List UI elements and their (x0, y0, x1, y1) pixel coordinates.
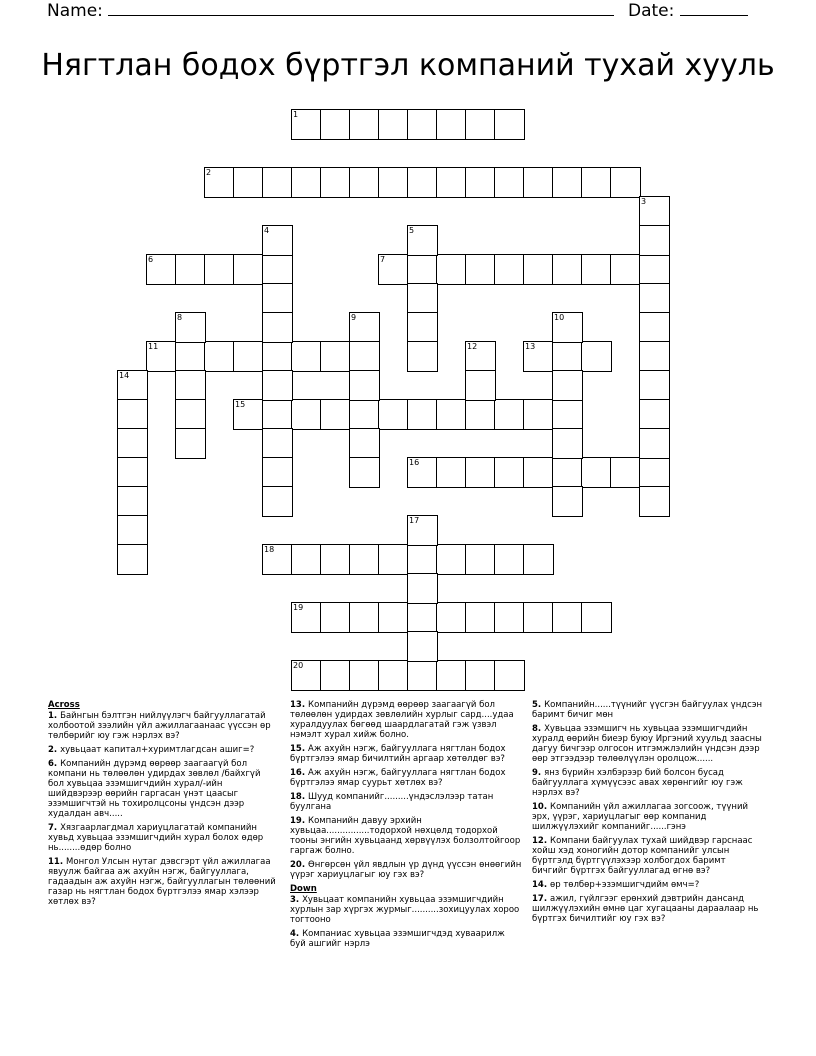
grid-cell[interactable] (494, 660, 525, 691)
clue-number: 11 (148, 342, 159, 351)
grid-cell[interactable] (552, 428, 583, 459)
grid-cell[interactable] (465, 370, 496, 401)
grid-cell[interactable] (407, 399, 438, 430)
clue-number: 13 (525, 342, 536, 351)
grid-cell[interactable] (378, 254, 409, 285)
clue-item-number: 2. (48, 745, 61, 755)
grid-cell[interactable] (407, 225, 438, 256)
clue-item (290, 929, 522, 949)
grid-cell[interactable] (349, 167, 380, 198)
grid-cell[interactable] (407, 312, 438, 343)
grid-cell[interactable] (581, 602, 612, 633)
grid-cell[interactable] (291, 544, 322, 575)
clue-item-number: 14. (532, 880, 551, 890)
grid-cell[interactable] (291, 109, 322, 140)
grid-cell[interactable] (349, 602, 380, 633)
grid-cell[interactable] (291, 399, 322, 430)
clue-number: 19 (293, 603, 304, 612)
grid-cell[interactable] (523, 341, 554, 372)
grid-cell[interactable] (639, 457, 670, 488)
grid-cell[interactable] (639, 196, 670, 227)
grid-cell[interactable] (349, 660, 380, 691)
grid-cell[interactable] (407, 544, 438, 575)
grid-cell[interactable] (262, 312, 293, 343)
grid-cell[interactable] (494, 544, 525, 575)
clue-item (532, 768, 764, 798)
grid-cell[interactable] (407, 660, 438, 691)
clue-number: 6 (148, 255, 154, 264)
clues-column-1 (48, 700, 276, 911)
grid-cell[interactable] (262, 486, 293, 517)
clue-item-text: Монгол Улсын нутаг дэвсгэрт үйл ажиллагаа явуулж байгаа аж ахуйн нэгж, байгууллага, гадаадын аж ахуйн нэгж, байгууллагын төлөөний газар нь нягтлан бодох бүртгэлээ ямар хэлээр хөтлөх вэ? (48, 857, 276, 907)
grid-cell[interactable] (552, 457, 583, 488)
grid-cell[interactable] (639, 283, 670, 314)
grid-cell[interactable] (378, 399, 409, 430)
grid-cell[interactable] (436, 254, 467, 285)
grid-cell[interactable] (146, 254, 177, 285)
grid-cell[interactable] (117, 544, 148, 575)
clue-item (532, 880, 764, 890)
grid-cell[interactable] (378, 602, 409, 633)
grid-cell[interactable] (175, 428, 206, 459)
clue-item (48, 823, 276, 853)
grid-cell[interactable] (262, 167, 293, 198)
grid-cell[interactable] (581, 254, 612, 285)
grid-cell[interactable] (378, 544, 409, 575)
clue-number: 5 (409, 226, 415, 235)
grid-cell[interactable] (407, 254, 438, 285)
grid-cell[interactable] (349, 312, 380, 343)
grid-cell[interactable] (436, 602, 467, 633)
clue-item (290, 768, 522, 788)
grid-cell[interactable] (494, 399, 525, 430)
clues-column-2 (290, 700, 522, 953)
clue-item-number: 1. (48, 711, 61, 721)
clue-number: 14 (119, 371, 130, 380)
grid-cell[interactable] (320, 399, 351, 430)
grid-cell[interactable] (291, 660, 322, 691)
grid-cell[interactable] (523, 602, 554, 633)
clue-item (290, 860, 522, 880)
grid-cell[interactable] (117, 399, 148, 430)
clue-item-text: Аж ахуйн нэгж, байгууллага нягтлан бодох бүртгэлээ ямар суурьт хөтлөх вэ? (290, 768, 506, 788)
grid-cell[interactable] (465, 109, 496, 140)
clue-item (48, 745, 276, 755)
name-label: Name: (47, 1, 103, 21)
clue-number: 2 (206, 168, 212, 177)
grid-cell[interactable] (639, 254, 670, 285)
clue-item-number: 4. (290, 929, 303, 939)
grid-cell[interactable] (639, 225, 670, 256)
clue-item-number: 10. (532, 802, 551, 812)
clue-number: 4 (264, 226, 270, 235)
clue-item-number: 20. (290, 860, 309, 870)
grid-cell[interactable] (262, 428, 293, 459)
grid-cell[interactable] (204, 254, 235, 285)
grid-cell[interactable] (581, 167, 612, 198)
clue-number: 7 (380, 255, 386, 264)
clue-item-number: 12. (532, 836, 551, 846)
grid-cell[interactable] (349, 341, 380, 372)
clue-item-text: Компанийн үйл ажиллагаа зогсоож, түүний эрх, үүрэг, хариуцлагыг өөр компанид шилжүүлэхийг компанийг......гэнэ (532, 802, 748, 832)
clue-item-number: 13. (290, 700, 309, 710)
clue-number: 1 (293, 110, 299, 119)
grid-cell[interactable] (465, 602, 496, 633)
grid-cell[interactable] (639, 370, 670, 401)
clue-item (532, 724, 764, 764)
clue-item-text: Компанийн давуу эрхийн хувьцаа................тодорхой нөхцөлд тодорхой тооны энгийн хувьцаанд хөрвүүлэх болзолтойгоор гаргаж болно. (290, 816, 521, 856)
clue-item-text: өр төлбөр+эзэмшигчдийм өмч=? (550, 880, 700, 890)
grid-cell[interactable] (465, 167, 496, 198)
grid-cell[interactable] (175, 341, 206, 372)
clue-item-number: 5. (532, 700, 545, 710)
grid-cell[interactable] (523, 457, 554, 488)
grid-cell[interactable] (552, 312, 583, 343)
grid-cell[interactable] (552, 254, 583, 285)
grid-cell[interactable] (523, 254, 554, 285)
grid-cell[interactable] (436, 167, 467, 198)
grid-cell[interactable] (175, 399, 206, 430)
grid-cell[interactable] (117, 515, 148, 546)
clue-number: 16 (409, 458, 420, 467)
grid-cell[interactable] (523, 544, 554, 575)
grid-cell[interactable] (262, 457, 293, 488)
grid-cell[interactable] (436, 109, 467, 140)
grid-cell[interactable] (262, 283, 293, 314)
grid-cell[interactable] (320, 602, 351, 633)
grid-cell[interactable] (610, 457, 641, 488)
grid-cell[interactable] (233, 167, 264, 198)
grid-cell[interactable] (117, 486, 148, 517)
grid-cell[interactable] (436, 399, 467, 430)
clue-item (290, 792, 522, 812)
clue-item-text: Компаниас хувьцаа эзэмшигчдэд хуваарилж буй ашгийг нэрлэ (290, 929, 505, 949)
grid-cell[interactable] (262, 254, 293, 285)
grid-cell[interactable] (378, 109, 409, 140)
grid-cell[interactable] (465, 544, 496, 575)
clue-item (532, 700, 764, 720)
clue-item (48, 759, 276, 819)
clue-item-text: Өнгөрсөн үйл явдлын үр дүнд үүссэн өнөөгийн үүрэг хариуцлагыг юу гэх вэ? (290, 860, 522, 880)
grid-cell[interactable] (610, 167, 641, 198)
grid-cell[interactable] (378, 167, 409, 198)
grid-cell[interactable] (407, 602, 438, 633)
across-heading: Across (48, 700, 80, 710)
grid-cell[interactable] (407, 341, 438, 372)
grid-cell[interactable] (494, 457, 525, 488)
grid-cell[interactable] (639, 341, 670, 372)
grid-cell[interactable] (436, 544, 467, 575)
grid-cell[interactable] (175, 370, 206, 401)
clue-item (48, 857, 276, 907)
grid-cell[interactable] (465, 660, 496, 691)
grid-cell[interactable] (204, 167, 235, 198)
clue-number: 10 (554, 313, 565, 322)
grid-cell[interactable] (639, 428, 670, 459)
grid-cell[interactable] (291, 167, 322, 198)
grid-cell[interactable] (407, 457, 438, 488)
grid-cell[interactable] (349, 457, 380, 488)
grid-cell[interactable] (146, 341, 177, 372)
grid-cell[interactable] (349, 544, 380, 575)
grid-cell[interactable] (465, 341, 496, 372)
clue-number: 15 (235, 400, 246, 409)
grid-cell[interactable] (233, 399, 264, 430)
grid-cell[interactable] (291, 341, 322, 372)
clue-number: 3 (641, 197, 647, 206)
clue-item-number: 17. (532, 894, 551, 904)
clue-item-number: 19. (290, 816, 309, 826)
clue-item-text: Хязгаарлагдмал хариуцлагатай компанийн хувьд хувьцаа эзэмшигчдийн хурал болох өдөр нь........өдөр болно (48, 823, 264, 853)
clue-number: 12 (467, 342, 478, 351)
grid-cell[interactable] (262, 370, 293, 401)
grid-cell[interactable] (262, 399, 293, 430)
grid-cell[interactable] (610, 254, 641, 285)
grid-cell[interactable] (262, 544, 293, 575)
grid-cell[interactable] (320, 341, 351, 372)
clue-item-text: Компанийн дүрэмд өөрөөр заагаагүй бол компани нь төлөөлөн удирдах зөвлөл /байхгүй бол хувьцаа эзэмшигчдийн хурал/-ийн шийдвэрээр өөрийн гаргасан үнэт цаасыг эзэмшигчтэй нь тохиролцсоны үндсэн дээр худалдан авч..... (48, 759, 261, 819)
grid-cell[interactable] (639, 486, 670, 517)
clue-item (532, 894, 764, 924)
grid-cell[interactable] (320, 544, 351, 575)
clue-item-text: Шууд компанийг.........үндэслэлээр татан буулгана (290, 792, 494, 812)
grid-cell[interactable] (407, 573, 438, 604)
clue-item-text: Компанийн дүрэмд өөрөөр заагаагүй бол төлөөлөн удирдах зөвлөлийн хурлыг сард....удаа хуралдуулах бөгөөд шаардлагатай гэж үзвэл нэмэлт хурал хийж болно. (290, 700, 514, 740)
clue-item-text: ажил, гүйлгээг ерөнхий дэвтрийн дансанд шилжүүлэхийн өмнө цаг хугацааны дараалаар нь бүртгэх бичилтийг юу гэх вэ? (532, 894, 759, 924)
grid-cell[interactable] (349, 109, 380, 140)
clue-item-text: хувьцаат капитал+хуримтлагдсан ашиг=? (60, 745, 255, 755)
grid-cell[interactable] (494, 602, 525, 633)
clue-item (290, 744, 522, 764)
clue-number: 20 (293, 661, 304, 670)
grid-cell[interactable] (320, 167, 351, 198)
clue-item-number: 16. (290, 768, 309, 778)
clue-item (532, 802, 764, 832)
date-label: Date: (628, 1, 675, 21)
grid-cell[interactable] (349, 399, 380, 430)
grid-cell[interactable] (320, 109, 351, 140)
clue-number: 9 (351, 313, 357, 322)
grid-cell[interactable] (175, 254, 206, 285)
grid-cell[interactable] (523, 399, 554, 430)
clue-item-number: 11. (48, 857, 67, 867)
clue-item (290, 816, 522, 856)
grid-cell[interactable] (639, 312, 670, 343)
grid-cell[interactable] (552, 341, 583, 372)
page-title: Нягтлан бодох бүртгэл компаний тухай хууль (41, 48, 775, 83)
clue-number: 17 (409, 516, 420, 525)
grid-cell[interactable] (291, 602, 322, 633)
clue-item-text: Компани байгуулах тухай шийдвэр гарснаас хойш хэд хоногийн дотор компанийг улсын бүртгэлд бүртгүүлэхээр холбогдох баримт бичгийг бүртгэх байгууллагад өгнө вэ? (532, 836, 753, 876)
clue-item-text: Компанийн......түүнийг үүсгэн байгуулах үндсэн баримт бичиг мөн (532, 700, 763, 720)
clues-column-3 (532, 700, 764, 928)
clue-item-number: 3. (290, 895, 303, 905)
grid-cell[interactable] (407, 283, 438, 314)
clue-item-text: янз бүрийн хэлбэрээр бий болсон бусад байгууллага хүмүүсээс авах хөрөнгийг юу гэж нэрлэх вэ? (532, 768, 743, 798)
grid-cell[interactable] (233, 341, 264, 372)
grid-cell[interactable] (117, 370, 148, 401)
grid-cell[interactable] (175, 312, 206, 343)
clue-item-number: 9. (532, 768, 545, 778)
clue-item (290, 700, 522, 740)
grid-cell[interactable] (581, 341, 612, 372)
clue-item-number: 8. (532, 724, 545, 734)
grid-cell[interactable] (465, 254, 496, 285)
grid-cell[interactable] (407, 515, 438, 546)
clue-item-text: Хувьцаа эзэмшигч нь хувьцаа эзэмшигчдийн хуралд өөрийн биеэр буюу Иргэний хуульд заасны дагуу бичгээр олгосон итгэмжлэлийн үндсэн дээр өөр этгээдээр төлөөлүүлэн оролцож...... (532, 724, 762, 764)
clue-item (532, 836, 764, 876)
grid-cell[interactable] (465, 457, 496, 488)
grid-cell[interactable] (552, 370, 583, 401)
grid-cell[interactable] (494, 167, 525, 198)
clue-item-number: 18. (290, 792, 309, 802)
clue-item-text: Аж ахуйн нэгж, байгууллага нягтлан бодох бүртгэлээ ямар бичилтийн аргаар хөтөлдөг вэ? (290, 744, 506, 764)
clue-item-text: Байнгын бэлтгэн нийлүүлэгч байгууллагатай холбоотой зээлийн үйл ажиллагаанаас үүссэн өр төлбөрийг юу гэж нэрлэх вэ? (48, 711, 271, 741)
grid-cell[interactable] (407, 167, 438, 198)
grid-cell[interactable] (552, 486, 583, 517)
clue-item (290, 895, 522, 925)
grid-cell[interactable] (349, 428, 380, 459)
clue-number: 8 (177, 313, 183, 322)
grid-cell[interactable] (233, 254, 264, 285)
grid-cell[interactable] (552, 399, 583, 430)
grid-cell[interactable] (262, 225, 293, 256)
grid-cell[interactable] (407, 109, 438, 140)
grid-cell[interactable] (204, 341, 235, 372)
grid-cell[interactable] (494, 254, 525, 285)
grid-cell[interactable] (552, 602, 583, 633)
grid-cell[interactable] (407, 631, 438, 662)
clue-item-number: 6. (48, 759, 61, 769)
clue-item-text: Хувьцаат компанийн хувьцаа эзэмшигчдийн хурлын зар хүргэх журмыг..........зохицуулах хороо тогтооно (290, 895, 520, 925)
grid-cell[interactable] (581, 457, 612, 488)
down-heading: Down (290, 884, 317, 894)
clue-item-number: 7. (48, 823, 61, 833)
grid-cell[interactable] (117, 457, 148, 488)
grid-cell[interactable] (552, 167, 583, 198)
grid-cell[interactable] (320, 660, 351, 691)
grid-cell[interactable] (349, 370, 380, 401)
grid-cell[interactable] (639, 399, 670, 430)
clue-item-number: 15. (290, 744, 309, 754)
grid-cell[interactable] (494, 109, 525, 140)
grid-cell[interactable] (262, 341, 293, 372)
grid-cell[interactable] (436, 457, 467, 488)
grid-cell[interactable] (436, 660, 467, 691)
clue-number: 18 (264, 545, 275, 554)
grid-cell[interactable] (117, 428, 148, 459)
grid-cell[interactable] (523, 167, 554, 198)
grid-cell[interactable] (465, 399, 496, 430)
grid-cell[interactable] (378, 660, 409, 691)
clue-item (48, 711, 276, 741)
